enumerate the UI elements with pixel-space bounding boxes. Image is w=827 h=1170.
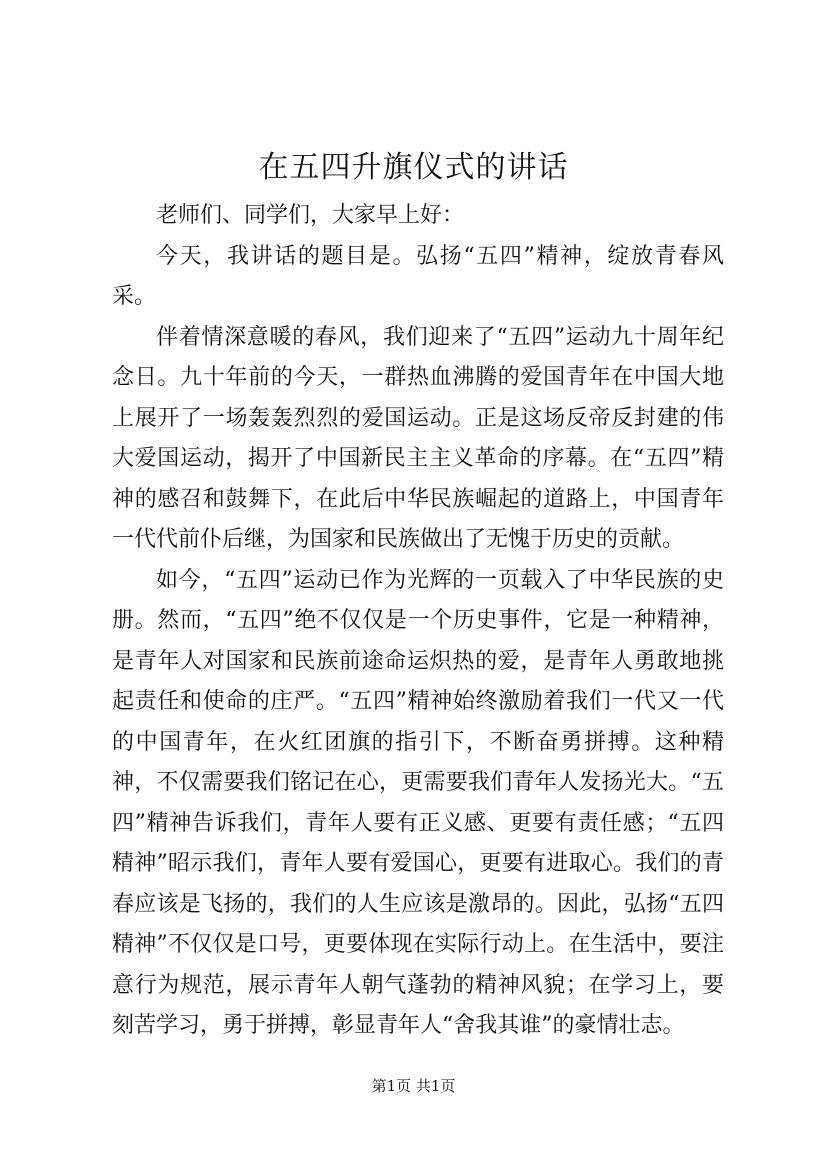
body-paragraph: 如今，“五四”运动已作为光辉的一页载入了中华民族的史册。然而，“五四”绝不仅仅是一个历史事件，它是一种精神，是青年人对国家和民族前途命运炽热的爱，是青年人勇敢地挑起责任和使命的庄严。“五四”精神始终激励着我们一代又一代的中国青年，在火红团旗的指引下，不断奋勇拼搏。这种精神，不仅需要我们铭记在心，更需要我们青年人发扬光大。“五四”精神告诉我们，青年人要有正义感、更要有责任感；“五四精神”昭示我们，青年人要有爱国心，更要有进取心。我们的青春应该是飞扬的，我们的人生应该是激昂的。因此，弘扬“五四精神”不仅仅是口号，更要体现在实际行动上。在生活中，要注意行为规范，展示青年人朝气蓬勃的精神风貌；在学习上，要刻苦学习，勇于拼搏，彰显青年人“舍我其谁”的豪情壮志。 — [112, 567, 724, 1038]
greeting-paragraph: 老师们、同学们，大家早上好： — [156, 203, 465, 228]
body-paragraph: 伴着情深意暖的春风，我们迎来了“五四”运动九十周年纪念日。九十年前的今天，一群热血沸腾的爱国青年在中国大地上展开了一场轰轰烈烈的爱国运动。正是这场反帝反封建的伟大爱国运动，揭开了中国新民主主义革命的序幕。在“五四”精神的感召和鼓舞下，在此后中华民族崛起的道路上，中国青年一代代前仆后继，为国家和民族做出了无愧于历史的贡献。 — [112, 324, 724, 552]
document-body — [112, 196, 724, 1047]
page-number-footer: 第1页 共1页 — [371, 1077, 456, 1095]
document-title: 在五四升旗仪式的讲话 — [258, 150, 569, 185]
body-paragraph: 今天，我讲话的题目是。弘扬“五四”精神，绽放青春风采。 — [112, 243, 724, 309]
